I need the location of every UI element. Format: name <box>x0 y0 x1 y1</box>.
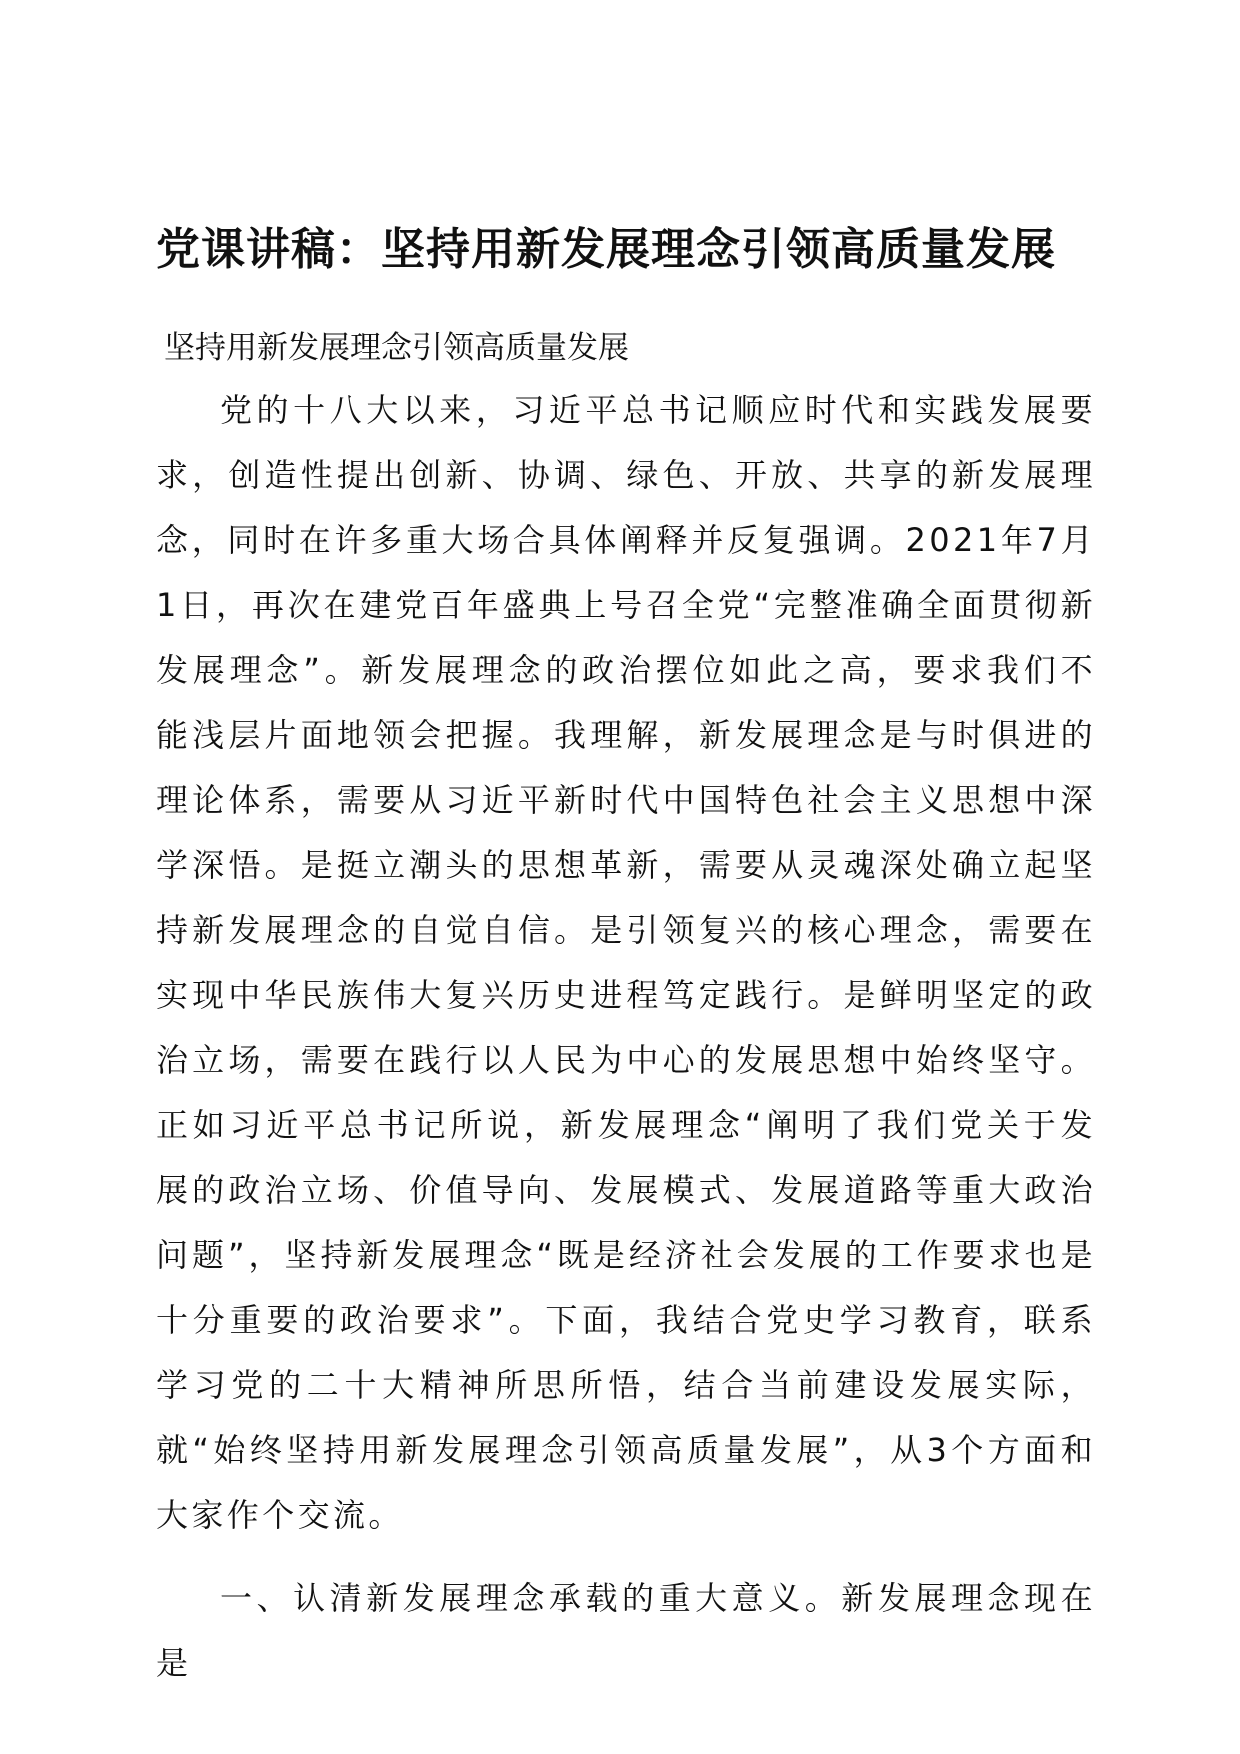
document-subtitle: 坚持用新发展理念引领高质量发展 <box>164 330 629 366</box>
document-title: 党课讲稿：坚持用新发展理念引领高质量发展 <box>156 224 1056 275</box>
body-paragraph: 一、认清新发展理念承载的重大意义。新发展理念现在是 <box>156 1579 1096 1682</box>
document-body <box>156 378 1096 1696</box>
body-paragraph: 党的十八大以来，习近平总书记顺应时代和实践发展要求，创造性提出创新、协调、绿色、开放、共享的新发展理念，同时在许多重大场合具体阐释并反复强调。2021年7月1日，再次在建党百年盛典上号召全党“完整准确全面贯彻新发展理念”。新发展理念的政治摆位如此之高，要求我们不能浅层片面地领会把握。我理解，新发展理念是与时俱进的理论体系，需要从习近平新时代中国特色社会主义思想中深学深悟。是挺立潮头的思想革新，需要从灵魂深处确立起坚持新发展理念的自觉自信。是引领复兴的核心理念，需要在实现中华民族伟大复兴历史进程笃定践行。是鲜明坚定的政治立场，需要在践行以人民为中心的发展思想中始终坚守。正如习近平总书记所说，新发展理念“阐明了我们党关于发展的政治立场、价值导向、发展模式、发展道路等重大政治问题”，坚持新发展理念“既是经济社会发展的工作要求也是十分重要的政治要求”。下面，我结合党史学习教育，联系学习党的二十大精神所思所悟，结合当前建设发展实际，就“始终坚持用新发展理念引领高质量发展”，从3个方面和大家作个交流。 <box>156 391 1096 1534</box>
